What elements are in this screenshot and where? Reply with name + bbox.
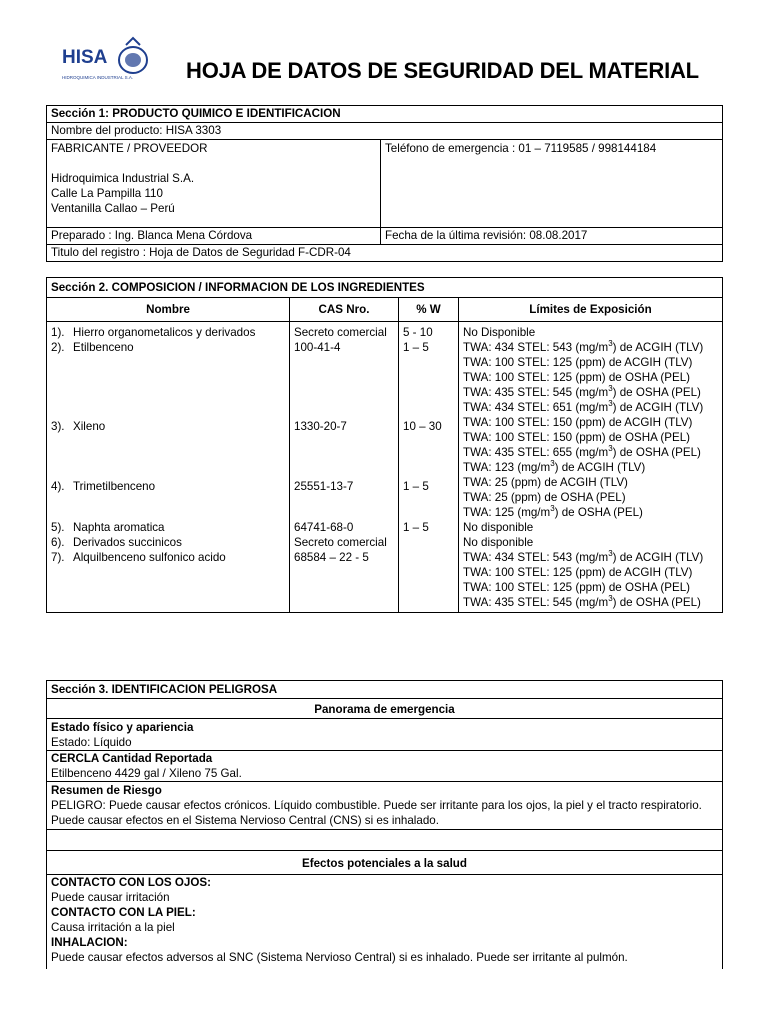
skin-contact-value: Causa irritación a la piel	[51, 921, 175, 934]
exposure-limit: TWA: 125 $(mg/m^3)$ de OSHA (PEL)	[463, 504, 643, 519]
risk-summary-line-2: Puede causar efectos en el Sistema Nervioso Central (CNS) si es inhalado.	[51, 814, 439, 827]
revision-date: Fecha de la última revisión: 08.08.2017	[381, 228, 723, 245]
section-3-table	[46, 680, 723, 969]
ingredient-row	[47, 340, 723, 400]
exposure-limit: TWA: 123 $(mg/m^3)$ de ACGIH (TLV)	[463, 459, 646, 474]
exposure-limit: TWA: 434 STEL: 543 $(mg/m^3)$ de ACGIH (TLV)	[463, 339, 704, 354]
ingredient-limits	[459, 340, 723, 400]
exposure-limit: TWA: 100 STEL: 125 (ppm) de OSHA (PEL)	[463, 371, 691, 384]
ingredient-pct: 1 – 5	[399, 520, 459, 535]
page-title: HOJA DE DATOS DE SEGURIDAD DEL MATERIAL	[186, 58, 699, 83]
eye-contact-label: CONTACTO CON LOS OJOS:	[51, 876, 211, 889]
risk-summary-line-1: PELIGRO: Puede causar efectos crónicos. Líquido combustible. Puede ser irritante para los ojos, la piel y el tracto respiratorio.	[51, 799, 702, 812]
ingredient-pct	[399, 550, 459, 613]
prepared-by: Preparado : Ing. Blanca Mena Córdova	[47, 228, 381, 245]
ingredient-cas: Secreto comercial	[290, 322, 399, 341]
cercla-block	[47, 751, 723, 782]
product-name: Nombre del producto: HISA 3303	[47, 123, 723, 140]
logo-subtext: HIDROQUIMICA INDUSTRIAL S.A.	[62, 75, 134, 80]
emergency-overview-heading: Panorama de emergencia	[47, 699, 723, 719]
skin-contact-label: CONTACTO CON LA PIEL:	[51, 906, 196, 919]
inhalation-label: INHALACION:	[51, 936, 128, 949]
health-effects-block	[47, 875, 723, 970]
exposure-limit: TWA: 100 STEL: 125 (ppm) de ACGIH (TLV)	[463, 356, 693, 369]
ingredient-cas: 100-41-4	[290, 340, 399, 400]
physical-state-block	[47, 719, 723, 751]
section-2-table	[46, 277, 723, 613]
ingredient-name: Alquilbenceno sulfonico acido	[73, 551, 226, 564]
supplier-label: FABRICANTE / PROVEEDOR	[51, 142, 208, 155]
ingredient-number: 6).	[51, 536, 65, 549]
exposure-limit: TWA: 434 STEL: 543 $(mg/m^3)$ de ACGIH (TLV)	[463, 549, 704, 564]
exposure-limit: TWA: 100 STEL: 125 (ppm) de OSHA (PEL)	[463, 581, 691, 594]
physical-state-value: Estado: Líquido	[51, 736, 132, 749]
exposure-limit: TWA: 434 STEL: 651 $(mg/m^3)$ de ACGIH (TLV)	[463, 399, 704, 414]
ingredient-row	[47, 460, 723, 520]
ingredient-number: 3).	[51, 420, 65, 433]
inhalation-value: Puede causar efectos adversos al SNC (Sistema Nervioso Central) si es inhalado. Puede ser irritante al pulmón.	[51, 951, 628, 964]
record-title: Titulo del registro : Hoja de Datos de Seguridad F-CDR-04	[47, 245, 723, 262]
ingredient-name: Xileno	[73, 420, 106, 433]
ingredient-cas: 1330-20-7	[290, 400, 399, 460]
cercla-value: Etilbenceno 4429 gal / Xileno 75 Gal.	[51, 767, 242, 780]
ingredient-pct	[399, 535, 459, 550]
ingredient-limits	[459, 550, 723, 613]
company-logo	[60, 36, 158, 82]
exposure-limit: TWA: 100 STEL: 150 (ppm) de OSHA (PEL)	[463, 431, 691, 444]
ingredient-pct: 1 – 5	[399, 340, 459, 400]
ingredient-limits	[459, 322, 723, 341]
exposure-limit: TWA: 435 STEL: 545 $(mg/m^3)$ de OSHA (PEL)	[463, 594, 701, 609]
ingredient-pct: 10 – 30	[399, 400, 459, 460]
ingredient-number: 4).	[51, 480, 65, 493]
ingredient-cas: 68584 – 22 - 5	[290, 550, 399, 613]
col-header-cas: CAS Nro.	[290, 298, 399, 322]
ingredient-limits	[459, 400, 723, 460]
risk-summary-block	[47, 782, 723, 830]
exposure-limit: No Disponible	[463, 326, 536, 339]
ingredient-number: 2).	[51, 341, 65, 354]
ingredient-name: Naphta aromatica	[73, 521, 165, 534]
risk-summary-label: Resumen de Riesgo	[51, 784, 162, 797]
logo-text: HISA	[62, 47, 108, 68]
exposure-limit: TWA: 100 STEL: 150 (ppm) de ACGIH (TLV)	[463, 416, 693, 429]
ingredient-name: Derivados succinicos	[73, 536, 182, 549]
section-1-heading: Sección 1: PRODUCTO QUIMICO E IDENTIFICACION	[47, 106, 723, 123]
ingredient-row	[47, 400, 723, 460]
ingredient-limits	[459, 520, 723, 535]
ingredient-cas: Secreto comercial	[290, 535, 399, 550]
col-header-name: Nombre	[47, 298, 290, 322]
section-1-table	[46, 105, 723, 262]
ingredient-limits	[459, 535, 723, 550]
exposure-limit: No disponible	[463, 521, 534, 534]
ingredient-name: Hierro organometalicos y derivados	[73, 326, 256, 339]
ingredient-row	[47, 322, 723, 341]
ingredient-number: 7).	[51, 551, 65, 564]
exposure-limit: TWA: 25 (ppm) de ACGIH (TLV)	[463, 476, 628, 489]
col-header-limits: Límites de Exposición	[459, 298, 723, 322]
section-2-heading: Sección 2. COMPOSICION / INFORMACION DE LOS INGREDIENTES	[47, 278, 723, 298]
ingredient-row	[47, 535, 723, 550]
physical-state-label: Estado físico y apariencia	[51, 721, 194, 734]
ingredient-pct: 5 - 10	[399, 322, 459, 341]
eye-contact-value: Puede causar irritación	[51, 891, 170, 904]
exposure-limit: TWA: 435 STEL: 655 $(mg/m^3)$ de OSHA (PEL)	[463, 444, 701, 459]
ingredient-number: 5).	[51, 521, 65, 534]
ingredient-limits	[459, 460, 723, 520]
col-header-pct: % W	[399, 298, 459, 322]
supplier-name: Hidroquimica Industrial S.A.	[51, 172, 195, 185]
ingredient-pct: 1 – 5	[399, 460, 459, 520]
supplier-city: Ventanilla Callao – Perú	[51, 202, 175, 215]
section-3-heading: Sección 3. IDENTIFICACION PELIGROSA	[47, 681, 723, 699]
supplier-block	[47, 140, 381, 228]
exposure-limit: TWA: 435 STEL: 545 $(mg/m^3)$ de OSHA (PEL)	[463, 384, 701, 399]
ingredient-name: Etilbenceno	[73, 341, 134, 354]
ingredient-row	[47, 520, 723, 535]
cercla-label: CERCLA Cantidad Reportada	[51, 752, 213, 765]
exposure-limit: No disponible	[463, 536, 534, 549]
ingredient-cas: 25551-13-7	[290, 460, 399, 520]
emergency-phone: Teléfono de emergencia : 01 – 7119585 / 998144184	[381, 140, 723, 228]
ingredient-cas: 64741-68-0	[290, 520, 399, 535]
exposure-limit: TWA: 100 STEL: 125 (ppm) de ACGIH (TLV)	[463, 566, 693, 579]
ingredient-number: 1).	[51, 326, 65, 339]
health-effects-heading: Efectos potenciales a la salud	[47, 851, 723, 875]
ingredient-row	[47, 550, 723, 613]
supplier-street: Calle La Pampilla 110	[51, 187, 163, 200]
ingredient-name: Trimetilbenceno	[73, 480, 156, 493]
exposure-limit: TWA: 25 (ppm) de OSHA (PEL)	[463, 491, 626, 504]
